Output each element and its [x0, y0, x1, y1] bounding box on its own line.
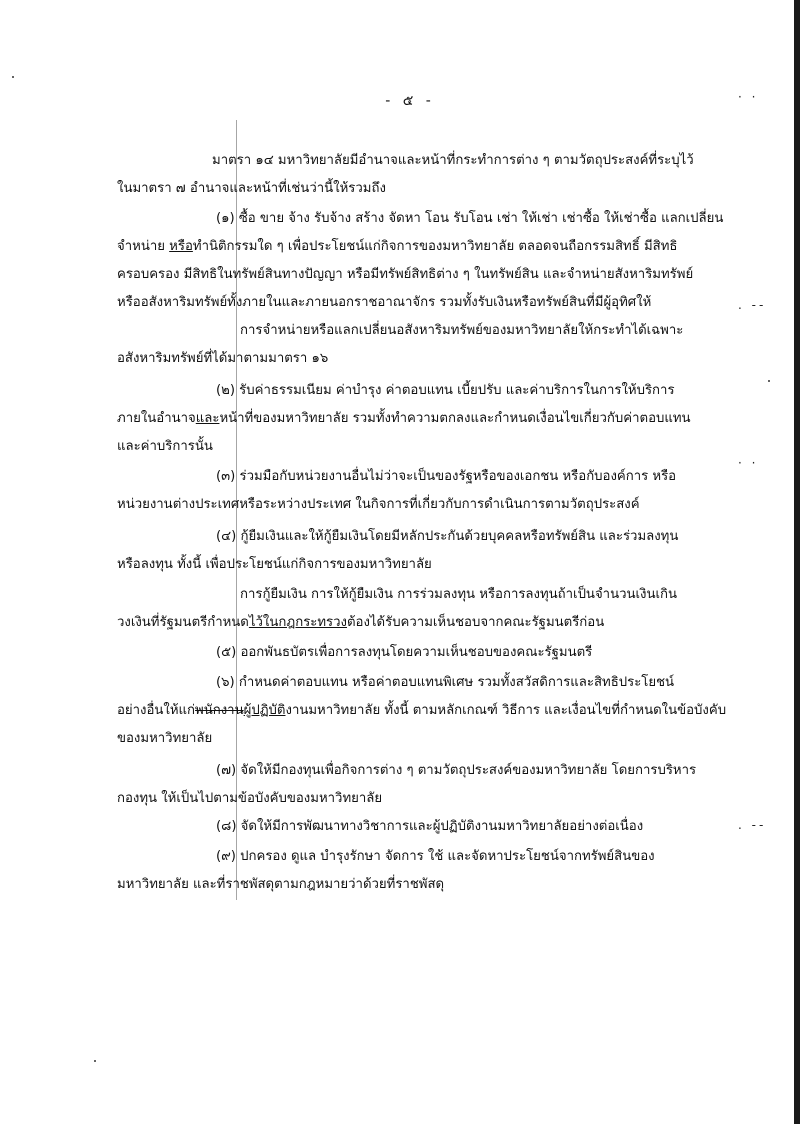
scan-edge: [794, 0, 800, 1124]
margin-mark: . --: [738, 298, 767, 312]
item-8-line: (๘) จัดให้มีการพัฒนาทางวิชาการและผู้ปฏิบัติงานมหาวิทยาลัยอย่างต่อเนื่อง: [216, 819, 644, 834]
item-7-line: (๗) จัดให้มีกองทุนเพื่อกิจการต่าง ๆ ตามวัตถุประสงค์ของมหาวิทยาลัย โดยการบริหาร: [216, 763, 697, 778]
item-7-line: กองทุน ให้เป็นไปตามข้อบังคับของมหาวิทยาลัย: [117, 791, 383, 806]
item-6-line: ของมหาวิทยาลัย: [117, 731, 213, 746]
item-2-line: (๒) รับค่าธรรมเนียม ค่าบำรุง ค่าตอบแทน เบี้ยปรับ และค่าบริการในการให้บริการ: [216, 383, 675, 398]
item-6-line: อย่างอื่นให้แก่พนักงานผู้ปฏิบัติงานมหาวิทยาลัย ทั้งนี้ ตามหลักเกณฑ์ วิธีการ และเงื่อนไขที่กำหนดในข้อบังคับ: [117, 703, 727, 718]
item-1-paragraph: อสังหาริมทรัพย์ที่ได้มาตามมาตรา ๑๖: [117, 351, 329, 366]
item-2-line: และค่าบริการนั้น: [117, 439, 213, 454]
section-intro-line: ในมาตรา ๗ อำนาจและหน้าที่เช่นว่านี้ให้รวมถึง: [117, 181, 386, 196]
item-9-line: มหาวิทยาลัย และที่ราชพัสดุตามกฎหมายว่าด้วยที่ราชพัสดุ: [117, 877, 445, 892]
scan-speck: [94, 1060, 96, 1062]
scan-speck: [12, 76, 14, 78]
item-9-line: (๙) ปกครอง ดูแล บำรุงรักษา จัดการ ใช้ และจัดหาประโยชน์จากทรัพย์สินของ: [216, 849, 655, 864]
page-number: - ๕ -: [385, 93, 435, 109]
item-4-paragraph: การกู้ยืมเงิน การให้กู้ยืมเงิน การร่วมลงทุน หรือการลงทุนถ้าเป็นจำนวนเงินเกิน: [240, 587, 677, 602]
item-5-line: (๕) ออกพันธบัตรเพื่อการลงทุนโดยความเห็นชอบของคณะรัฐมนตรี: [216, 645, 593, 660]
item-3-line: (๓) ร่วมมือกับหน่วยงานอื่นไม่ว่าจะเป็นของรัฐหรือของเอกชน หรือกับองค์การ หรือ: [216, 469, 677, 484]
item-4-line: หรือลงทุน ทั้งนี้ เพื่อประโยชน์แก่กิจการของมหาวิทยาลัย: [117, 557, 432, 572]
item-1-line: ครอบครอง มีสิทธิในทรัพย์สินทางปัญญา หรือมีทรัพย์สิทธิต่าง ๆ ในทรัพย์สิน และจำหน่ายสังหาริมทรัพย์: [117, 267, 694, 282]
item-3-line: หน่วยงานต่างประเทศหรือระหว่างประเทศ ในกิจการที่เกี่ยวกับการดำเนินการตามวัตถุประสงค์: [117, 497, 640, 512]
margin-mark: · ·: [738, 90, 759, 104]
item-6-line: (๖) กำหนดค่าตอบแทน หรือค่าตอบแทนพิเศษ รวมทั้งสวัสดิการและสิทธิประโยชน์: [216, 675, 675, 690]
section-intro-line: มาตรา ๑๔ มหาวิทยาลัยมีอำนาจและหน้าที่กระทำการต่าง ๆ ตามวัตถุประสงค์ที่ระบุไว้: [212, 153, 694, 168]
item-4-line: (๔) กู้ยืมเงินและให้กู้ยืมเงินโดยมีหลักประกันด้วยบุคคลหรือทรัพย์สิน และร่วมลงทุน: [216, 529, 679, 544]
scan-speck: [768, 380, 770, 382]
margin-mark: . --: [738, 818, 767, 832]
item-2-line: ภายในอำนาจและหน้าที่ของมหาวิทยาลัย รวมทั้งทำความตกลงและกำหนดเงื่อนไขเกี่ยวกับค่าตอบแทน: [117, 411, 691, 426]
item-4-paragraph: วงเงินที่รัฐมนตรีกำหนดไว้ในกฎกระทรวงต้องได้รับความเห็นชอบจากคณะรัฐมนตรีก่อน: [117, 615, 605, 630]
margin-mark: · ·: [738, 456, 759, 470]
item-1-line: จำหน่าย หรือทำนิติกรรมใด ๆ เพื่อประโยชน์แก่กิจการของมหาวิทยาลัย ตลอดจนถือกรรมสิทธิ์ มีสิทธิ: [117, 239, 678, 254]
item-1-line: (๑) ซื้อ ขาย จ้าง รับจ้าง สร้าง จัดหา โอน รับโอน เช่า ให้เช่า เช่าซื้อ ให้เช่าซื้อ แลกเปลี่ยน: [216, 211, 724, 226]
item-1-line: หรืออสังหาริมทรัพย์ทั้งภายในและภายนอกราชอาณาจักร รวมทั้งรับเงินหรือทรัพย์สินที่มีผู้อุทิศให้: [117, 295, 652, 310]
item-1-paragraph: การจำหน่ายหรือแลกเปลี่ยนอสังหาริมทรัพย์ของมหาวิทยาลัยให้กระทำได้เฉพาะ: [240, 323, 684, 338]
